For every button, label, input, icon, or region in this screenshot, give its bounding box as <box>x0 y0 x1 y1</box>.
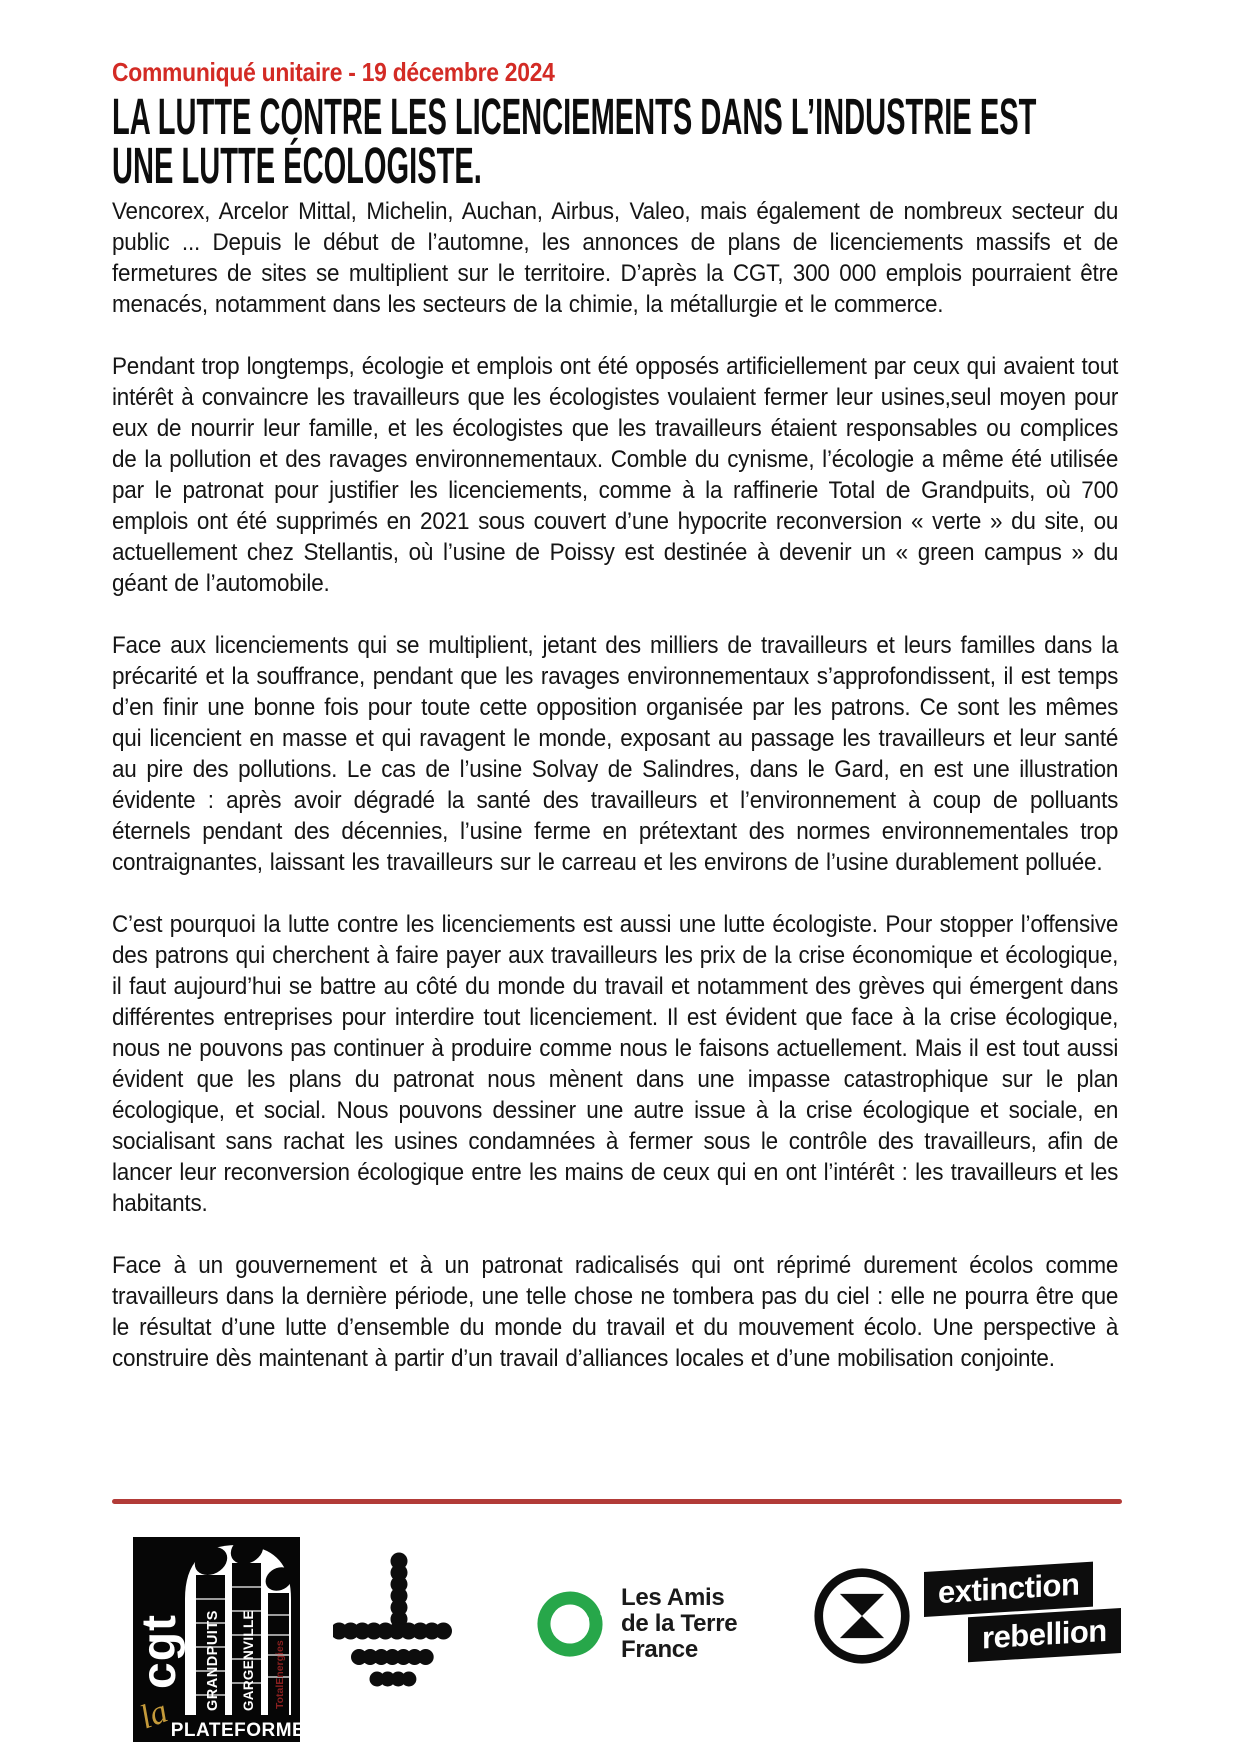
page-title <box>112 88 1241 194</box>
kicker: Communiqué unitaire - 19 décembre 2024 <box>112 57 555 87</box>
adt-line-2: de la Terre <box>621 1610 738 1637</box>
cgt-script-label: la <box>135 1692 173 1737</box>
paragraph-4: C’est pourquoi la lutte contre les licenciements est aussi une lutte écologiste. Pour stopper l’offensive des patrons qui cherchent à faire payer aux travailleurs les prix de la crise économique et écologique, il faut aujourd’hui se battre au côté du monde du travail et notamment des grèves qui émergent dans différentes entreprises pour interdire tout licenciement. Il est évident que face à la crise écologique, nous ne pouvons pas continuer à produire comme nous le faisons actuellement. Mais il est tout aussi évident que les plans du patronat nous mènent dans une impasse catastrophique sur le plan écologique, et social. Nous pouvons dessiner une autre issue à la crise écologique et sociale, en socialisant sans rachat les usines condamnées à fermer sous le contrôle des travailleurs, afin de lancer leur reconversion écologique entre les mains de ceux qui en ont l’intérêt : les travailleurs et les habitants. <box>112 911 1119 1217</box>
paragraph-1: Vencorex, Arcelor Mittal, Michelin, Auchan, Airbus, Valeo, mais également de nombreux secteur du public ... Depuis le début de l’automne, les annonces de plans de licenciements massifs et de fermetures de sites se multiplient sur le territoire. D’après la CGT, 300 000 emplois pourraient être menacés, notamment dans les secteurs de la chimie, la métallurgie et le commerce. <box>112 198 1119 318</box>
soulevements-terre-logo <box>333 1551 453 1689</box>
cgt-tower3-label: TotalEnergies <box>274 1640 286 1709</box>
red-divider <box>112 1499 1122 1504</box>
adt-line-3: France <box>621 1636 698 1663</box>
adt-line-1: Les Amis <box>621 1584 725 1611</box>
cgt-tower1-label: GRANDPUITS <box>205 1610 221 1711</box>
xr-hourglass-icon <box>812 1566 912 1666</box>
xr-word-extinction: extinction <box>924 1562 1093 1617</box>
xr-word-rebellion: rebellion <box>968 1608 1121 1662</box>
extinction-rebellion-logo <box>812 1566 1121 1666</box>
amis-de-la-terre-text <box>621 1585 737 1663</box>
amis-de-la-terre-logo <box>535 1585 737 1663</box>
cgt-tower2-label: GARGENVILLE <box>241 1610 256 1711</box>
paragraph-2: Pendant trop longtemps, écologie et emplois ont été opposés artificiellement par ceux qui avaient tout intérêt à convaincre les travailleurs que les écologistes voulaient fermer leur usines,seul moyen pour eux de nourrir leur famille, et les écologistes que les travailleurs étaient responsables ou complices de la pollution et des ravages environnementaux. Comble du cynisme, l’écologie a même été utilisée par le patronat pour justifier les licenciements, comme à la raffinerie Total de Grandpuits, où 700 emplois ont été supprimés en 2021 sous couvert d’une hypocrite reconversion « verte » du site, ou actuellement chez Stellantis, où l’usine de Poissy est destinée à devenir un « green campus » du géant de l’automobile. <box>112 353 1119 597</box>
paragraph-3: Face aux licenciements qui se multiplient, jetant des milliers de travailleurs et leurs familles dans la précarité et la souffrance, pendant que les ravages environnementaux s’approfondissent, il est temps d’en finir une bonne fois pour toute cette opposition organisée par les patrons. Ce sont les mêmes qui licencient en masse et qui ravagent le monde, exposant au passage les travailleurs et leur santé au pire des pollutions. Le cas de l’usine Solvay de Salindres, dans le Gard, en est une illustration évidente : après avoir dégradé la santé des travailleurs et l’environnement à coup de polluants éternels pendant des décennies, l’usine ferme en prétextant des normes environnementales trop contraignantes, laissant les travailleurs sur le carreau et les environs de l’usine durablement polluée. <box>112 632 1119 876</box>
cgt-union-label: cgt <box>133 1614 186 1689</box>
earth-ground-icon <box>333 1551 453 1689</box>
cgt-banner-label: PLATEFORME <box>170 1720 300 1741</box>
green-ring-icon <box>535 1589 605 1659</box>
title-line-1: LA LUTTE CONTRE LES LICENCIEMENTS DANS L’INDUSTRIE EST <box>112 88 1037 145</box>
cgt-plateforme-logo <box>133 1537 300 1742</box>
xr-wordmark <box>924 1560 1121 1665</box>
cgt-fists-icon <box>133 1537 300 1742</box>
title-line-2: UNE LUTTE ÉCOLOGISTE. <box>112 137 482 194</box>
body-text <box>112 196 1118 1405</box>
paragraph-5: Face à un gouvernement et à un patronat radicalisés qui ont réprimé durement écolos comme travailleurs dans la dernière période, une telle chose ne tombera pas du ciel : elle ne pourra être que le résultat d’une lutte d’ensemble du monde du travail et du mouvement écolo. Une perspective à construire dès maintenant à partir d’un travail d’alliances locales et d’une mobilisation conjointe. <box>112 1252 1119 1372</box>
